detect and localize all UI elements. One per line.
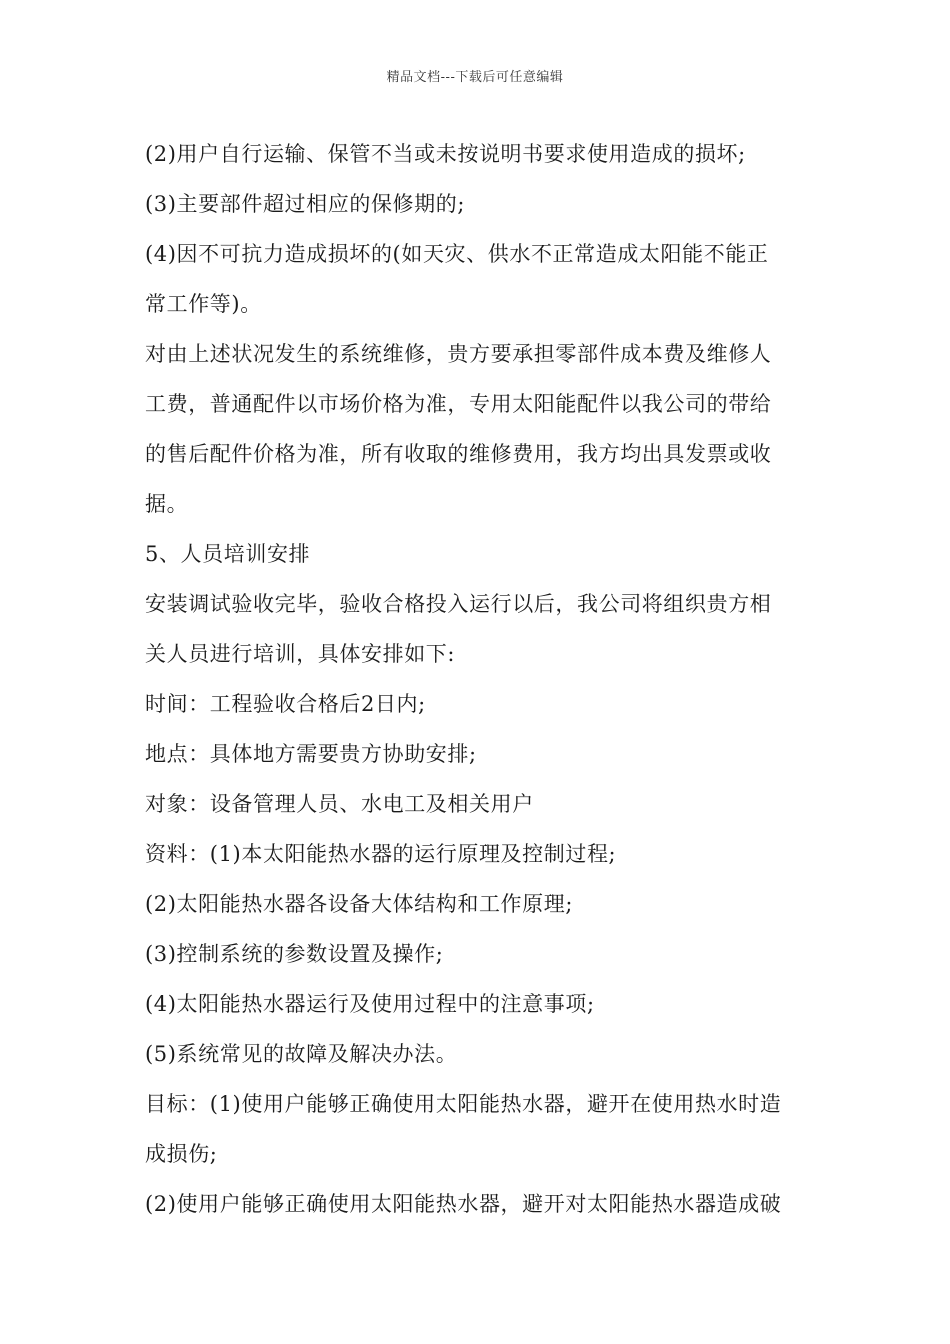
section-heading: 5、人员培训安排 — [145, 542, 311, 566]
text-line: (2)用户自行运输、保管不当或未按说明书要求使用造成的损坏; — [145, 142, 746, 166]
document-body — [145, 129, 810, 1229]
text-line: 对象：设备管理人员、水电工及相关用户 — [145, 792, 534, 816]
text-line: 常工作等)。 — [145, 292, 262, 316]
text-line: 安装调试验收完毕，验收合格投入运行以后，我公司将组织贵方相 — [145, 592, 772, 616]
text-line: (4)太阳能热水器运行及使用过程中的注意事项; — [145, 992, 595, 1016]
text-line: (4)因不可抗力造成损坏的(如天灾、供水不正常造成太阳能不能正 — [145, 242, 769, 266]
text-line: 成损伤; — [145, 1142, 218, 1166]
page-header: 精品文档---下载后可任意编辑 — [386, 70, 564, 85]
text-line: (3)控制系统的参数设置及操作; — [145, 942, 444, 966]
text-line: 的售后配件价格为准，所有收取的维修费用，我方均出具发票或收 — [145, 442, 772, 466]
text-line: (3)主要部件超过相应的保修期的; — [145, 192, 466, 216]
text-line: 工费，普通配件以市场价格为准，专用太阳能配件以我公司的带给 — [145, 392, 772, 416]
text-line: 时间：工程验收合格后2日内; — [145, 692, 426, 716]
text-line: (5)系统常见的故障及解决办法。 — [145, 1042, 458, 1066]
text-line: (2)太阳能热水器各设备大体结构和工作原理; — [145, 892, 574, 916]
text-line: 资料：(1)本太阳能热水器的运行原理及控制过程; — [145, 842, 617, 866]
text-line: 对由上述状况发生的系统维修，贵方要承担零部件成本费及维修人 — [145, 342, 772, 366]
text-line: 目标：(1)使用户能够正确使用太阳能热水器，避开在使用热水时造 — [145, 1092, 782, 1116]
text-line: (2)使用户能够正确使用太阳能热水器，避开对太阳能热水器造成破 — [145, 1192, 782, 1216]
text-line: 据。 — [145, 492, 189, 516]
text-line: 关人员进行培训，具体安排如下: — [145, 642, 456, 666]
text-line: 地点：具体地方需要贵方协助安排; — [145, 742, 477, 766]
